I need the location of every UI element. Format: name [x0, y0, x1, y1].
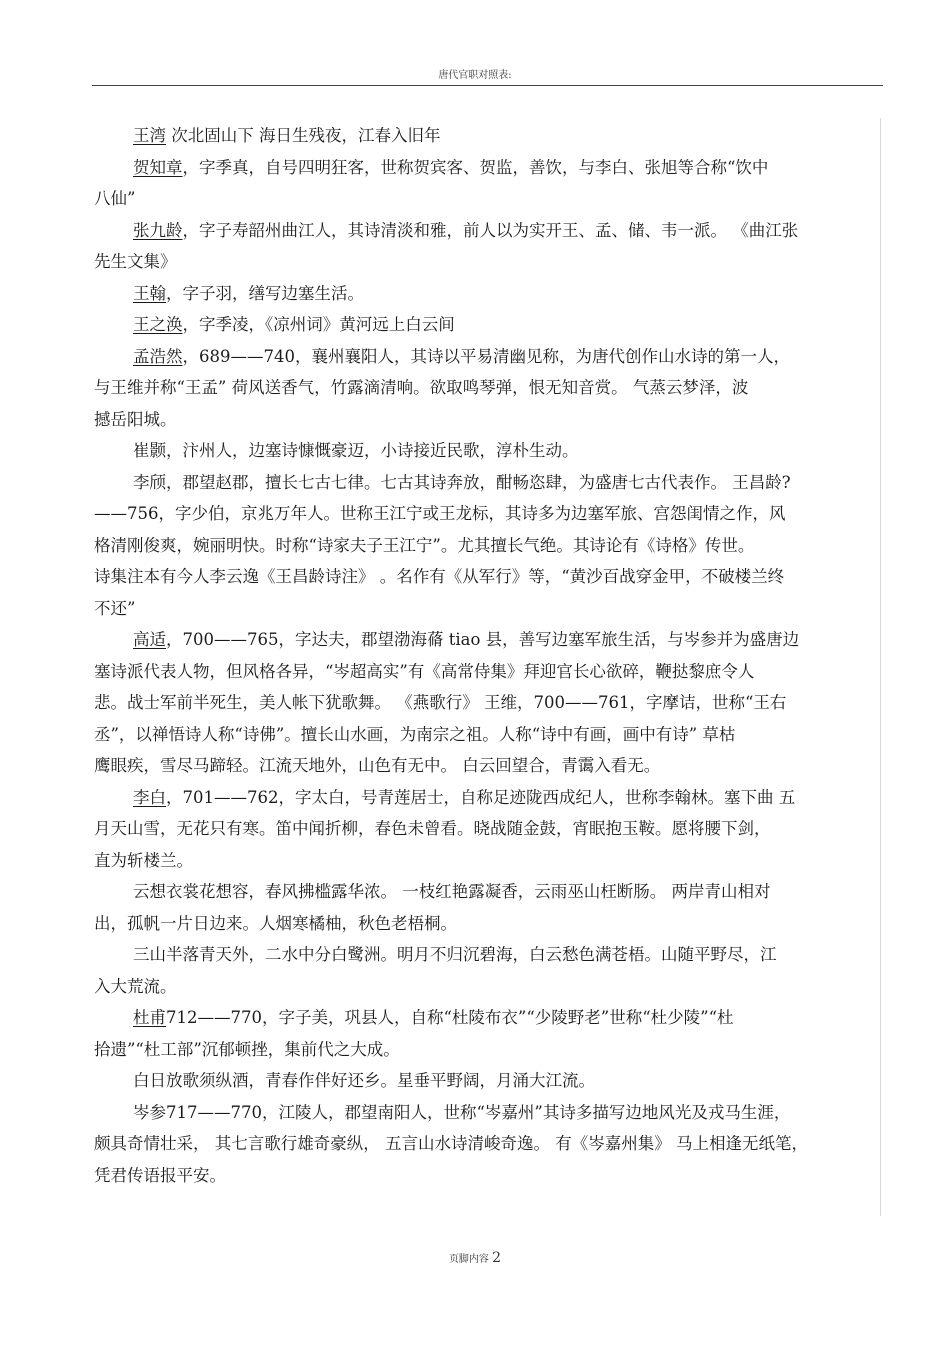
- text-line: 直为斩楼兰。: [94, 850, 193, 870]
- text-line: 崔颢，汴州人，边塞诗慷慨豪迈，小诗接近民歌，淳朴生动。: [133, 441, 579, 460]
- text-line: 八仙”: [94, 189, 136, 208]
- poet-name: 张九龄: [133, 220, 183, 240]
- text-line: 拾遗”“杜工部”沉郁顿挫，集前代之大成。: [94, 1039, 400, 1059]
- line-text: 次北固山下 海日生残夜，江春入旧年: [166, 126, 441, 145]
- document-body: [94, 120, 886, 1191]
- text-line: [94, 152, 886, 184]
- text-line: 李颀，郡望赵郡，擅长七古七律。七古其诗奔放，酣畅恣肆，为盛唐七古代表作。 王昌龄?: [133, 472, 791, 492]
- text-line: 与王维并称“王孟” 荷风送香气，竹露滴清响。欲取鸣琴弹，恨无知音赏。 气蒸云梦泽，波: [94, 378, 749, 397]
- text-line: ——756，字少伯，京兆万年人。世称王江宁或王龙标，其诗多为边塞军旅、宫怨闺情之作，风: [94, 504, 786, 523]
- poet-name: 贺知章: [133, 157, 183, 177]
- line-text: ，689——740，襄州襄阳人，其诗以平易清幽见称，为唐代创作山水诗的第一人，: [182, 346, 790, 366]
- text-line: 颇具奇情壮采， 其七言歌行雄奇豪纵， 五言山水诗清峻奇逸。 有《岑嘉州集》 马上相逢无纸笔，: [94, 1134, 808, 1153]
- text-line: 凭君传语报平安。: [94, 1165, 226, 1185]
- text-line: [94, 278, 886, 310]
- poet-name: 孟浩然: [133, 346, 183, 366]
- text-line: 先生文集》: [94, 252, 177, 271]
- text-line: [94, 624, 886, 656]
- page-footer: [0, 1250, 950, 1266]
- text-line: 撼岳阳城。: [94, 409, 177, 429]
- poet-name: 杜甫: [133, 1008, 166, 1027]
- text-line: 格清刚俊爽，婉丽明快。时称“诗家夫子王江宁”。尤其擅长气绝。其诗论有《诗格》传世。: [94, 535, 755, 555]
- text-line: [94, 782, 886, 814]
- text-line: 云想衣裳花想容，春风拂槛露华浓。 一枝红艳露凝香，云雨巫山枉断肠。 两岸青山相对: [133, 882, 771, 901]
- text-line: 塞诗派代表人物，但风格各异，“岑超高实”有《高常侍集》拜迎官长心欲碎，鞭挞黎庶令人: [94, 661, 755, 681]
- text-line: [94, 309, 886, 341]
- poet-name: 高适: [133, 630, 166, 649]
- text-line: 丞”，以禅悟诗人称“诗佛”。擅长山水画，为南宗之祖。人称“诗中有画，画中有诗” 草枯: [94, 724, 736, 744]
- text-line: 三山半落青天外，二水中分白鹭洲。明月不归沉碧海，白云愁色满苍梧。山随平野尽，江: [133, 945, 777, 964]
- line-text: ，字子寿韶州曲江人，其诗清淡和雅，前人以为实开王、孟、储、韦一派。 《曲江张: [182, 220, 799, 240]
- text-line: 悲。战士军前半死生，美人帐下犹歌舞。 《燕歌行》 王维，700——761，字摩诘，世称“王右: [94, 693, 787, 712]
- text-line: [94, 1002, 886, 1034]
- text-line: 诗集注本有今人李云逸《王昌龄诗注》 。名作有《从军行》等，“黄沙百战穿金甲，不破楼兰终: [94, 567, 785, 586]
- text-line: [94, 341, 886, 373]
- text-line: 岑参717——770，江陵人，郡望南阳人，世称“岑嘉州”其诗多描写边地风光及戎马生涯，: [133, 1102, 791, 1122]
- poet-name: 王湾: [133, 126, 166, 145]
- text-line: 鹰眼疾，雪尽马蹄轻。江流天地外，山色有无中。 白云回望合，青霭入看无。: [94, 756, 661, 775]
- text-line: 月天山雪，无花只有寒。笛中闻折柳，春色未曾看。晓战随金鼓，宵眠抱玉鞍。愿将腰下剑，: [94, 819, 771, 838]
- line-text: ，701——762，字太白，号青莲居士，自称足迹陇西成纪人，世称李翰林。塞下曲 五: [166, 787, 796, 807]
- line-text: ，字季凌，《凉州词》黄河远上白云间: [182, 315, 455, 334]
- footer-label: 页脚内容: [448, 1254, 489, 1265]
- line-text: ，字季真，自号四明狂客，世称贺宾客、贺监，善饮，与李白、张旭等合称“饮中: [182, 157, 769, 177]
- text-line: 入大荒流。: [94, 976, 177, 996]
- line-text: ，700——765，字达夫，郡望渤海蓨 tiao 县，善写边塞军旅生活，与岑参并为盛唐边: [166, 630, 800, 649]
- line-text: ，字子羽，缮写边塞生活。: [166, 283, 364, 303]
- text-line: [94, 215, 886, 247]
- text-line: [94, 120, 886, 152]
- page-number: 2: [492, 1250, 502, 1266]
- poet-name: 王之涣: [133, 315, 183, 334]
- poet-name: 王翰: [133, 283, 166, 303]
- text-line: 白日放歌须纵酒，青春作伴好还乡。星垂平野阔，月涌大江流。: [133, 1071, 595, 1090]
- header-rule: [92, 85, 883, 86]
- text-line: 不还”: [94, 598, 136, 618]
- poet-name: 李白: [133, 787, 166, 807]
- page-header: 唐代官职对照表:: [438, 70, 512, 81]
- text-line: 出，孤帆一片日边来。人烟寒橘柚，秋色老梧桐。: [94, 913, 457, 933]
- line-text: 712——770，字子美，巩县人，自称“杜陵布衣”“少陵野老”世称“杜少陵”“杜: [166, 1008, 734, 1027]
